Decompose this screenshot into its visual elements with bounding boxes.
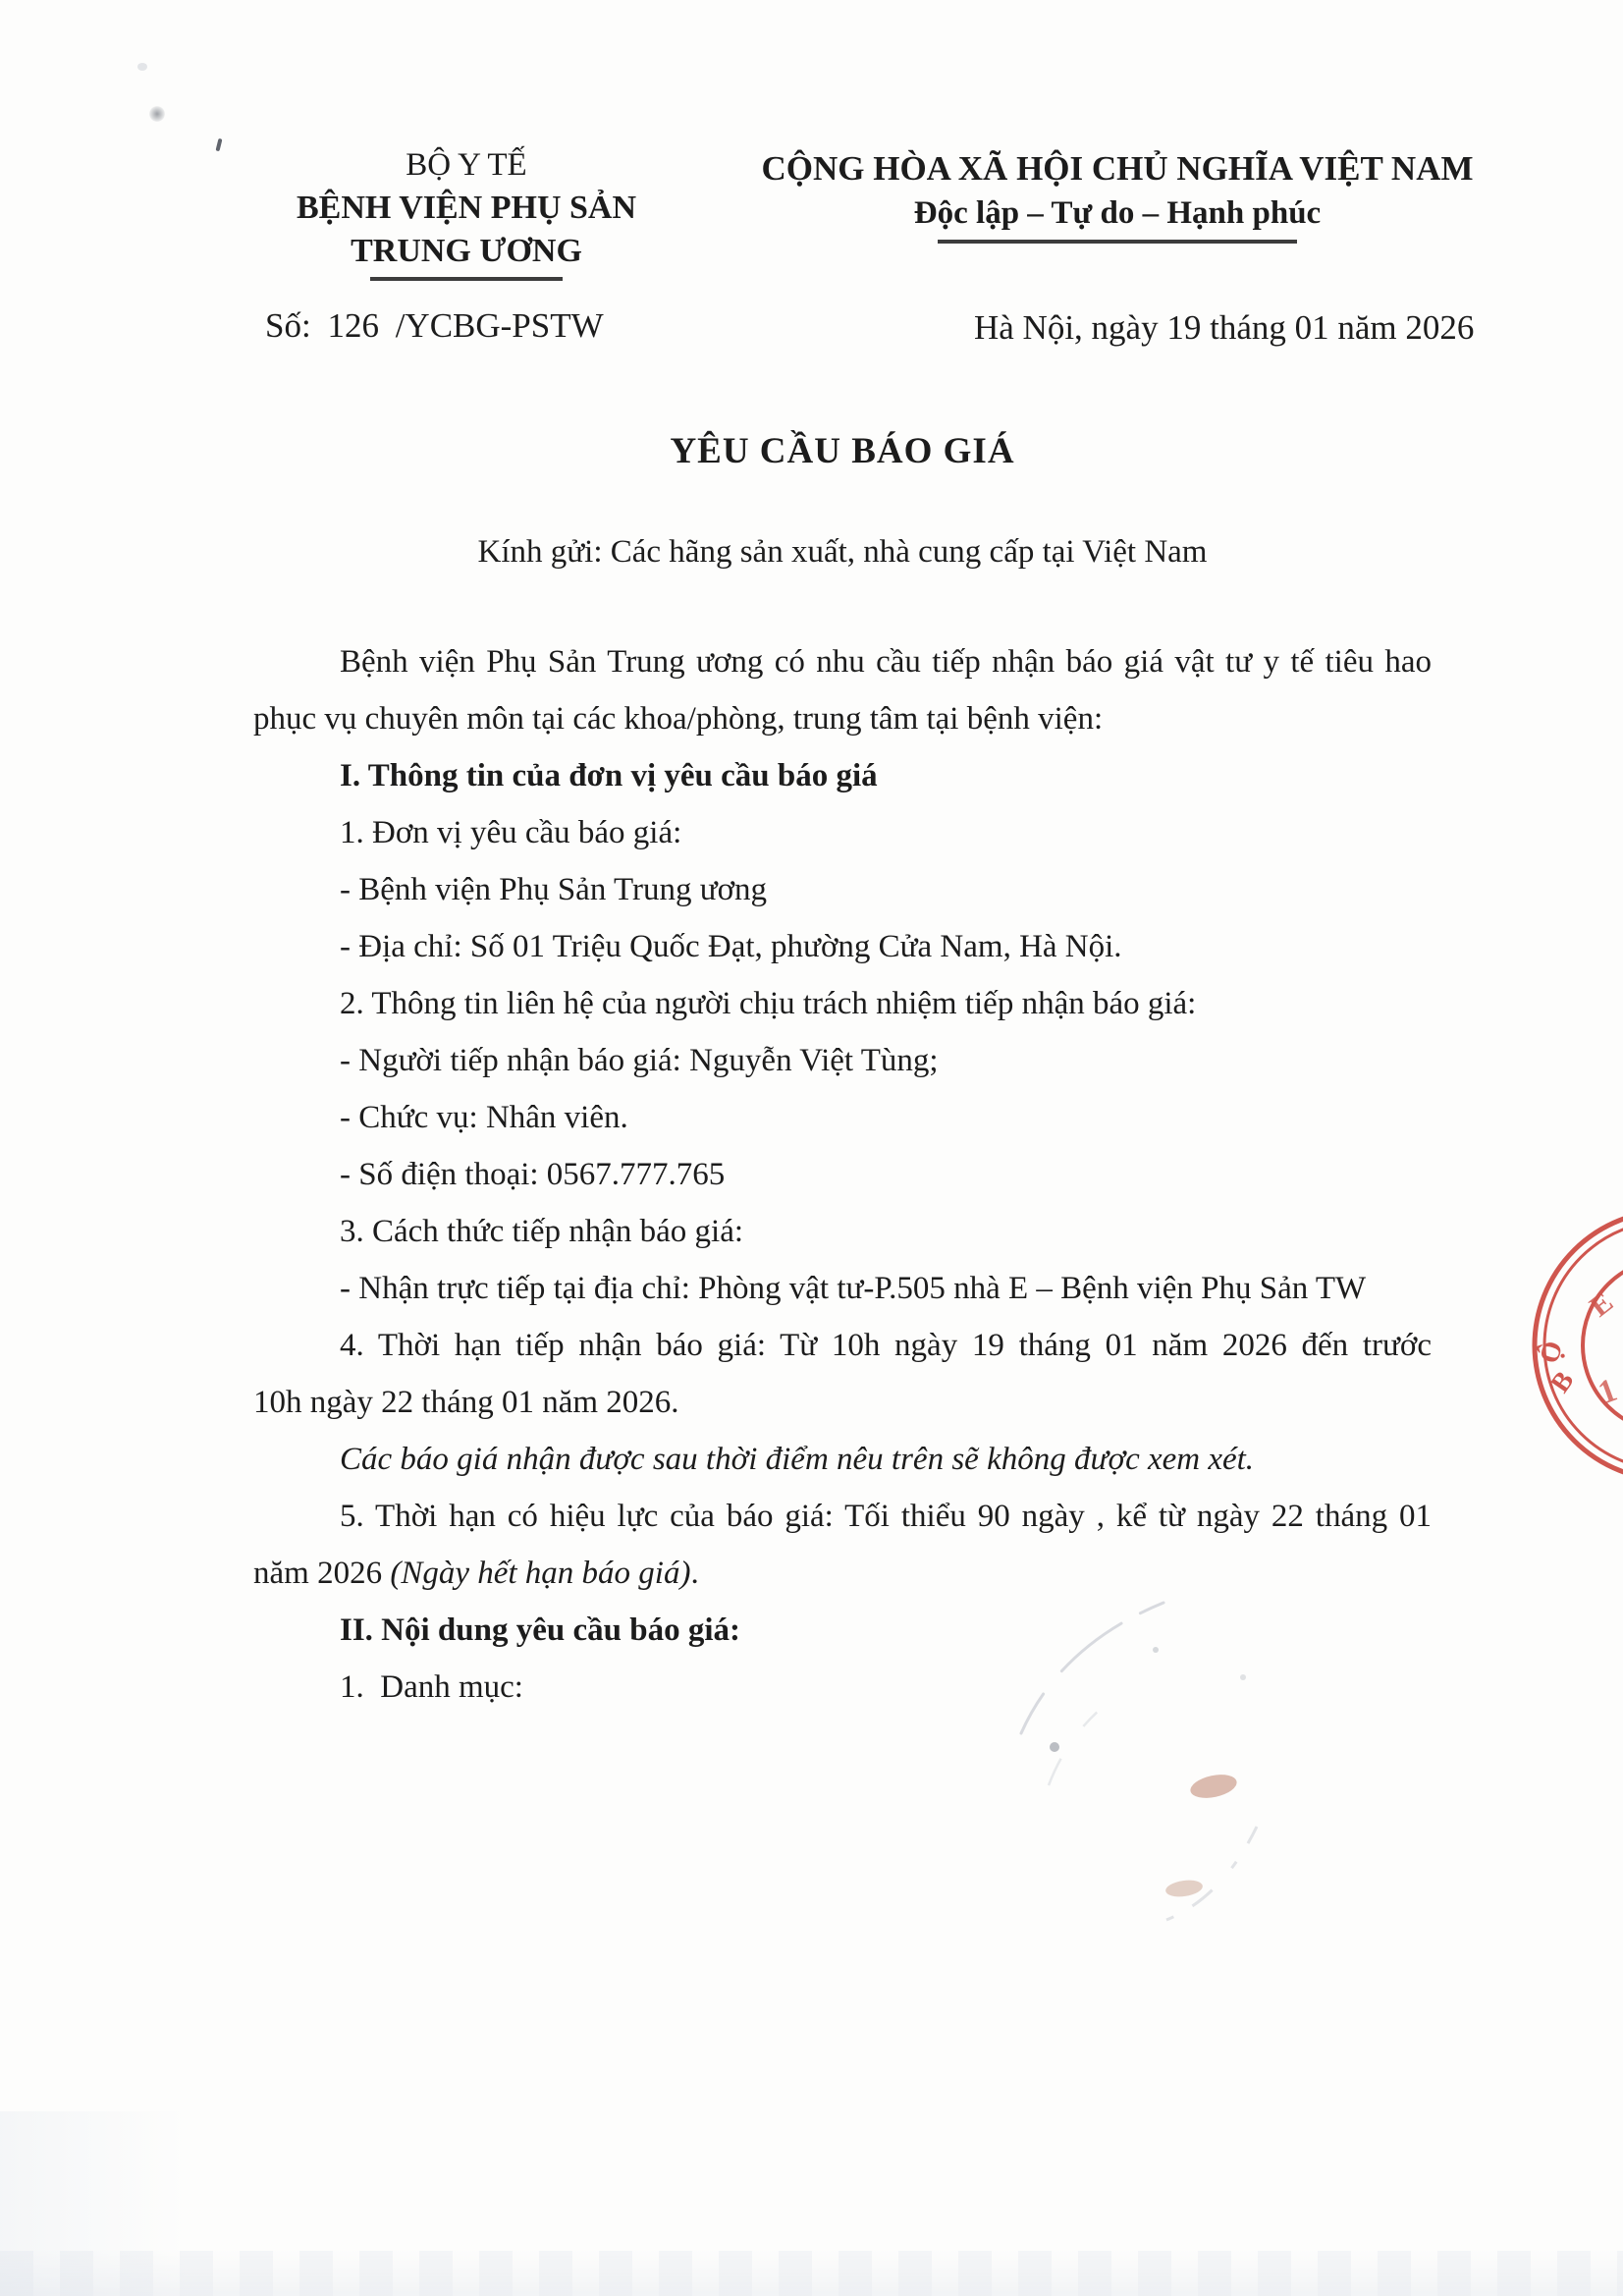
body-line-5 <box>253 861 1432 918</box>
text-run: - Người tiếp nhận báo giá: Nguyễn Việt Tùng; <box>340 1043 939 1078</box>
text-run: I. Thông tin của đơn vị yêu cầu báo giá <box>340 758 878 793</box>
stamp-fragment-e: E <box>1583 1285 1620 1324</box>
text-run: 2. Thông tin liên hệ của người chịu trách nhiệm tiếp nhận báo giá: <box>340 986 1197 1021</box>
national-motto-block <box>734 146 1500 244</box>
pen-mark <box>215 138 222 152</box>
text-run: II. Nội dung yêu cầu báo giá: <box>340 1613 741 1648</box>
text-run: phục vụ chuyên môn tại các khoa/phòng, trung tâm tại bệnh viện: <box>253 701 1104 737</box>
text-run: - Địa chỉ: Số 01 Triệu Quốc Đạt, phường Cửa Nam, Hà Nội. <box>340 929 1122 964</box>
hospital-name-line1: BỆNH VIỆN PHỤ SẢN <box>296 190 637 226</box>
stamp-fragment-1: 1 <box>1594 1371 1622 1412</box>
body-line-3 <box>253 747 1432 804</box>
ministry-name: BỘ Y TẾ <box>406 147 527 183</box>
motto-underline <box>938 240 1297 244</box>
body-line-7 <box>253 975 1432 1032</box>
body-line-1 <box>253 633 1432 690</box>
body-line-2 <box>253 690 1432 747</box>
body-line-12 <box>253 1260 1432 1317</box>
scan-speck <box>137 63 147 71</box>
text-run: năm 2026 <box>253 1556 391 1591</box>
body-line-10 <box>253 1146 1432 1203</box>
text-run: - Chức vụ: Nhân viên. <box>340 1100 628 1135</box>
text-run: (Ngày hết hạn báo giá) <box>390 1556 691 1591</box>
motto-line: Độc lập – Tự do – Hạnh phúc <box>913 195 1322 231</box>
place-date-line: Hà Nội, ngày 19 tháng 01 năm 2026 <box>974 308 1475 347</box>
stamp-letter-b-icon: B <box>1544 1365 1581 1399</box>
body-line-4 <box>253 804 1432 861</box>
text-run: 1. Đơn vị yêu cầu báo giá: <box>340 815 682 850</box>
issuing-agency-block <box>265 143 668 281</box>
body-line-9 <box>253 1089 1432 1146</box>
document-number: Số: 126 /YCBG-PSTW <box>265 306 604 345</box>
body-line-6 <box>253 918 1432 975</box>
text-run: - Nhận trực tiếp tại địa chỉ: Phòng vật tư-P.505 nhà E – Bệnh viện Phụ Sản TW <box>340 1271 1367 1306</box>
scan-edge-noise <box>0 2251 1623 2296</box>
text-run: 1. Danh mục: <box>340 1669 523 1705</box>
text-run: Bệnh viện Phụ Sản Trung ương có nhu cầu tiếp nhận báo giá vật tư y tế tiêu hao <box>340 644 1432 680</box>
body-line-15 <box>253 1431 1432 1488</box>
text-run: - Bệnh viện Phụ Sản Trung ương <box>340 872 768 907</box>
text-run: 3. Cách thức tiếp nhận báo giá: <box>340 1214 744 1249</box>
stamp-letter-o-icon: Ộ <box>1534 1337 1570 1368</box>
scan-speck <box>149 106 165 122</box>
document-title: YÊU CẦU BÁO GIÁ <box>670 431 1015 471</box>
body-line-8 <box>253 1032 1432 1089</box>
salutation-line: Kính gửi: Các hãng sản xuất, nhà cung cấp tại Việt Nam <box>477 534 1208 570</box>
body-line-13 <box>253 1317 1432 1374</box>
body-line-11 <box>253 1203 1432 1260</box>
left-header-underline <box>370 277 563 281</box>
text-run: . <box>690 1556 699 1591</box>
text-run: 10h ngày 22 tháng 01 năm 2026. <box>253 1385 679 1420</box>
text-run: - Số điện thoại: 0567.777.765 <box>340 1157 726 1192</box>
body-line-14 <box>253 1374 1432 1431</box>
republic-title: CỘNG HÒA XÃ HỘI CHỦ NGHĨA VIỆT NAM <box>761 149 1474 188</box>
text-run: 5. Thời hạn có hiệu lực của báo giá: Tối thiểu 90 ngày , kể từ ngày 22 tháng 01 <box>340 1499 1432 1534</box>
red-official-stamp-partial <box>1505 1186 1623 1503</box>
text-run: Các báo giá nhận được sau thời điểm nêu trên sẽ không được xem xét. <box>340 1442 1255 1477</box>
faint-stamp-ghost-mark <box>923 1532 1335 1944</box>
text-run: 4. Thời hạn tiếp nhận báo giá: Từ 10h ngày 19 tháng 01 năm 2026 đến trước <box>340 1328 1432 1363</box>
hospital-name-line2: TRUNG ƯƠNG <box>351 233 582 269</box>
